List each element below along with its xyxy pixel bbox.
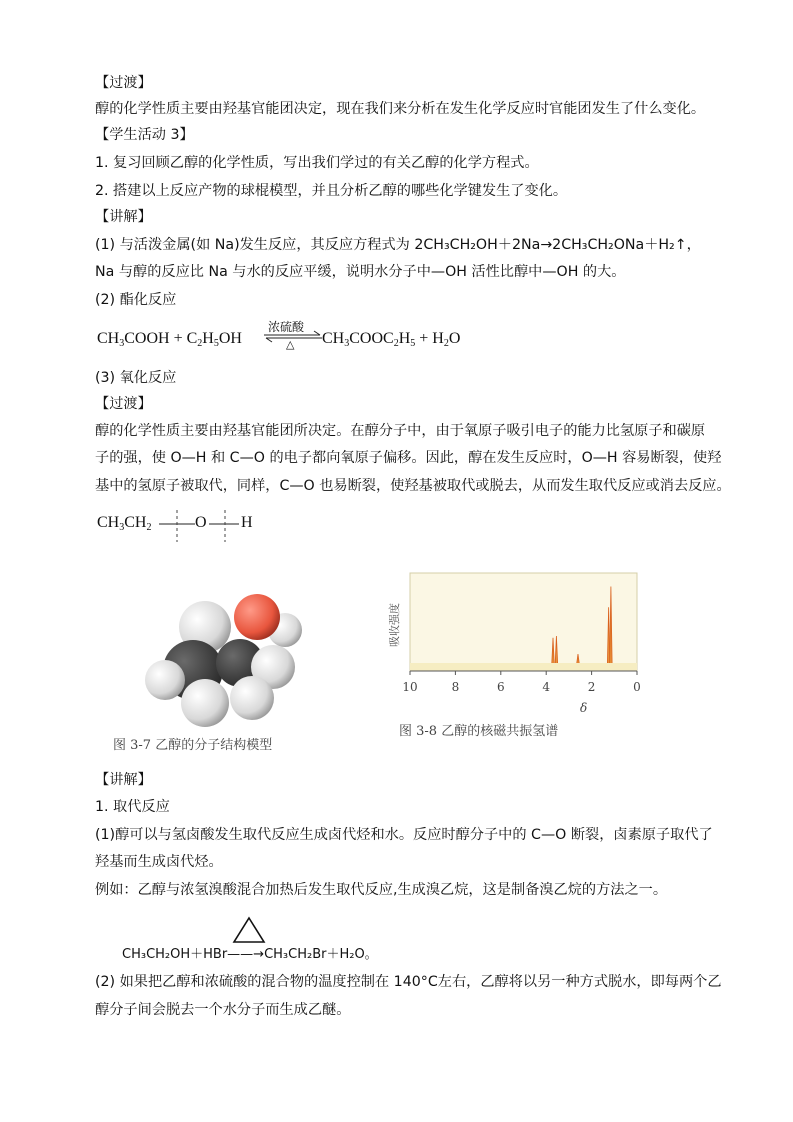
- x-tick-label: 2: [587, 680, 596, 694]
- chart-plot-area: [410, 573, 637, 671]
- paragraph-line: 基中的氢原子被取代，同样，C—O 也易断裂，使羟基被取代或脱去，从而发生取代反应或消去反应。: [95, 478, 731, 494]
- x-tick-label: 6: [496, 680, 505, 694]
- list-item: 1. 复习回顾乙醇的化学性质，写出我们学过的有关乙醇的化学方程式。: [95, 155, 539, 171]
- figure-caption: 图 3-8 乙醇的核磁共振氢谱: [399, 724, 559, 739]
- paragraph-line: (2) 酯化反应: [95, 292, 177, 308]
- heat-condition: △: [286, 338, 295, 351]
- x-tick-label: 8: [451, 680, 460, 694]
- section-header: 【过渡】: [95, 396, 152, 412]
- section-header: 【过渡】: [95, 75, 152, 91]
- paragraph-line: 醇分子间会脱去一个水分子而生成乙醚。: [95, 1002, 351, 1018]
- esterification-products: $CH_3COOC_2H_5 + H_2O$: [322, 330, 461, 349]
- figure-caption: 图 3-7 乙醇的分子结构模型: [113, 738, 273, 753]
- chart-baseline-band: [410, 663, 637, 671]
- nmr-chart: [385, 565, 660, 715]
- paragraph-line: 子的强，使 O—H 和 C—O 的电子都向氧原子偏移。因此，醇在发生反应时，O—H 容易断裂，使羟: [95, 450, 722, 466]
- ethanol-ball-model: [135, 585, 315, 735]
- hbr-equation: CH₃CH₂OH＋HBr——→CH₃CH₂Br＋H₂O。: [122, 947, 378, 962]
- ethanol-bond-diagram: $CH_3CH_2$ O H: [97, 514, 253, 533]
- paragraph-line: 醇的化学性质主要由羟基官能团所决定。在醇分子中，由于氧原子吸引电子的能力比氢原子和碳原: [95, 423, 706, 439]
- paragraph-line: Na 与醇的反应比 Na 与水的反应平缓，说明水分子中—OH 活性比醇中—OH 的大。: [95, 264, 626, 280]
- paragraph-line: (1)醇可以与氢卤酸发生取代反应生成卤代烃和水。反应时醇分子中的 C—O 断裂，卤素原子取代了: [95, 827, 713, 843]
- paragraph-line: 1. 取代反应: [95, 799, 170, 815]
- paragraph-line: (2) 如果把乙醇和浓硫酸的混合物的温度控制在 140°C左右，乙醇将以另一种方式脱水，即每两个乙: [95, 974, 722, 990]
- x-tick-label: 4: [542, 680, 551, 694]
- list-item: 2. 搭建以上反应产物的球棍模型，并且分析乙醇的哪些化学键发生了变化。: [95, 183, 568, 199]
- paragraph-line: 例如：乙醇与浓氢溴酸混合加热后发生取代反应,生成溴乙烷，这是制备溴乙烷的方法之一。: [95, 882, 668, 898]
- x-axis-label: δ: [580, 701, 588, 715]
- section-header: 【讲解】: [95, 209, 152, 225]
- paragraph-line: (3) 氧化反应: [95, 370, 177, 386]
- paragraph-line: 醇的化学性质主要由羟基官能团决定，现在我们来分析在发生化学反应时官能团发生了什么变化。: [95, 101, 706, 117]
- paragraph-line: 羟基而生成卤代烃。: [95, 854, 223, 870]
- heat-triangle-icon: [232, 916, 266, 944]
- catalyst-label: 浓硫酸: [268, 320, 305, 334]
- reversible-arrow: [262, 320, 324, 351]
- paragraph-line: (1) 与活泼金属(如 Na)发生反应，其反应方程式为 2CH₃CH₂OH＋2Na→2CH₃CH₂ONa＋H₂↑，: [95, 237, 701, 253]
- y-axis-label: 吸收强度: [388, 603, 401, 647]
- x-tick-label: 10: [402, 680, 418, 694]
- section-header: 【学生活动 3】: [95, 127, 194, 143]
- x-tick-label: 0: [633, 680, 641, 694]
- section-header: 【讲解】: [95, 772, 152, 788]
- esterification-equation: $CH_3COOH + C_2H_5OH$: [97, 330, 242, 349]
